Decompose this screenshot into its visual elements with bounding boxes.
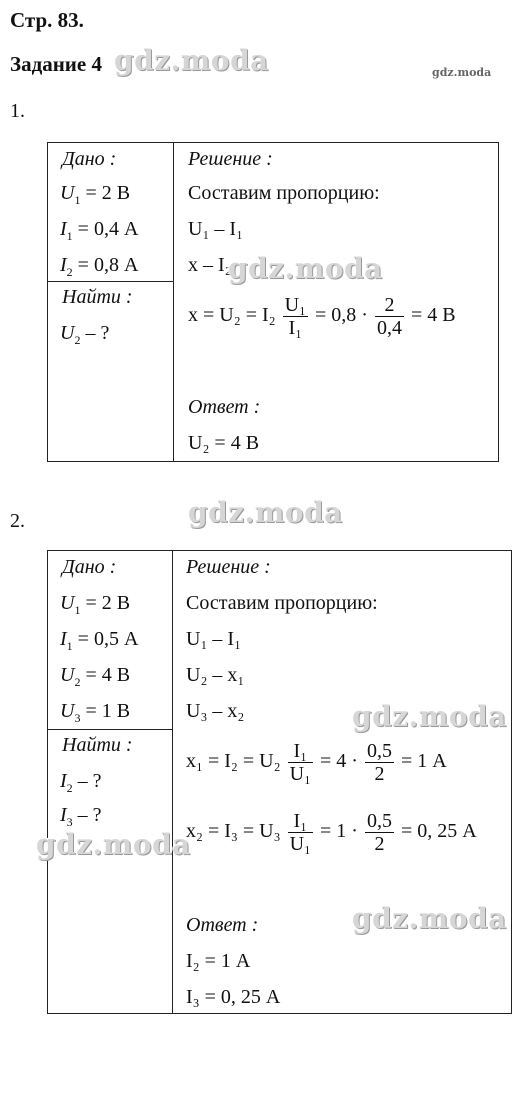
proportion-row-3: U₃ – x₂ <box>186 700 245 722</box>
find-label: Найти : <box>62 286 133 308</box>
given-u2: $U_2 = 4$ В <box>60 664 131 689</box>
solution-intro: Составим пропорцию: <box>186 592 378 614</box>
given-u1: $U_1 = 2$ В <box>60 592 131 617</box>
column-divider <box>173 143 174 461</box>
given-i1: $I_1 = 0,4$ А <box>60 218 139 243</box>
formula-2: x₂ = I₃ = U₃ $\frac{\text{I₁}}{\text{U₁}}$ = 1 · $\frac{0,5}{2}$ = 0, 25 А <box>186 809 477 855</box>
given-u1: $U_1 = 2$ В <box>60 182 131 207</box>
task-title: Задание 4 <box>10 52 102 76</box>
answer-value-2: I₃ = 0, 25 А <box>186 986 281 1008</box>
solution-intro: Составим пропорцию: <box>188 182 380 204</box>
formula-1: x₁ = I₂ = U₂ $\frac{\text{I₁}}{\text{U₁}}$ = 4 · $\frac{0,5}{2}$ = 1 А <box>186 739 447 785</box>
find-i2: $I_2$ – ? <box>60 770 102 795</box>
fraction-1: $\frac{\text{I₁}}{\text{U₁}}$ <box>289 809 312 855</box>
problem-2-table <box>47 550 512 1014</box>
answer-value-1: I₂ = 1 А <box>186 950 251 972</box>
answer-label: Ответ : <box>186 914 259 936</box>
given-label: Дано : <box>62 148 117 170</box>
fraction-2: $\frac{2}{0,4}$ <box>376 293 402 339</box>
solution-label: Решение : <box>188 148 273 170</box>
proportion-row-1: U₁ – I₁ <box>186 628 242 650</box>
fraction-1: $\frac{\text{U₁}}{\text{I₁}}$ <box>284 293 307 339</box>
given-u3: $U_3 = 1$ В <box>60 700 131 725</box>
given-i1: $I_1 = 0,5$ А <box>60 628 139 653</box>
proportion-row-1: U₁ – I₁ <box>188 218 244 240</box>
formula: x = U₂ = I₂ $\frac{\text{U₁}}{\text{I₁}}$ = 0,8 · $\frac{2}{0,4}$ = 4 В <box>188 293 456 339</box>
solution-label: Решение : <box>186 556 271 578</box>
proportion-row-2: U₂ – x₁ <box>186 664 245 686</box>
problem-1-number: 1. <box>10 100 25 122</box>
answer-value: U₂ = 4 В <box>188 432 260 454</box>
watermark-small: gdz.moda <box>432 66 492 79</box>
given-i2: $I_2 = 0,8$ А <box>60 254 139 279</box>
fraction-1: $\frac{\text{I₁}}{\text{U₁}}$ <box>289 739 312 785</box>
fraction-2: $\frac{0,5}{2}$ <box>366 809 392 855</box>
watermark: gdz.moda <box>114 44 269 77</box>
watermark: gdz.moda <box>352 902 507 935</box>
watermark: gdz.moda <box>228 252 383 285</box>
watermark: gdz.moda <box>352 700 507 733</box>
find-u2: $U_2$ – ? <box>60 322 110 347</box>
proportion-row-2: x – I₂ <box>188 254 232 276</box>
watermark: gdz.moda <box>188 496 343 529</box>
fraction-2: $\frac{0,5}{2}$ <box>366 739 392 785</box>
answer-label: Ответ : <box>188 396 261 418</box>
problem-1-table <box>47 142 499 462</box>
watermark: gdz.moda <box>36 828 191 861</box>
page-number-heading: Стр. 83. <box>10 8 84 32</box>
problem-2-number: 2. <box>10 510 25 532</box>
given-label: Дано : <box>62 556 117 578</box>
column-divider <box>172 551 173 1013</box>
find-label: Найти : <box>62 734 133 756</box>
find-i3: $I_3$ – ? <box>60 804 102 829</box>
